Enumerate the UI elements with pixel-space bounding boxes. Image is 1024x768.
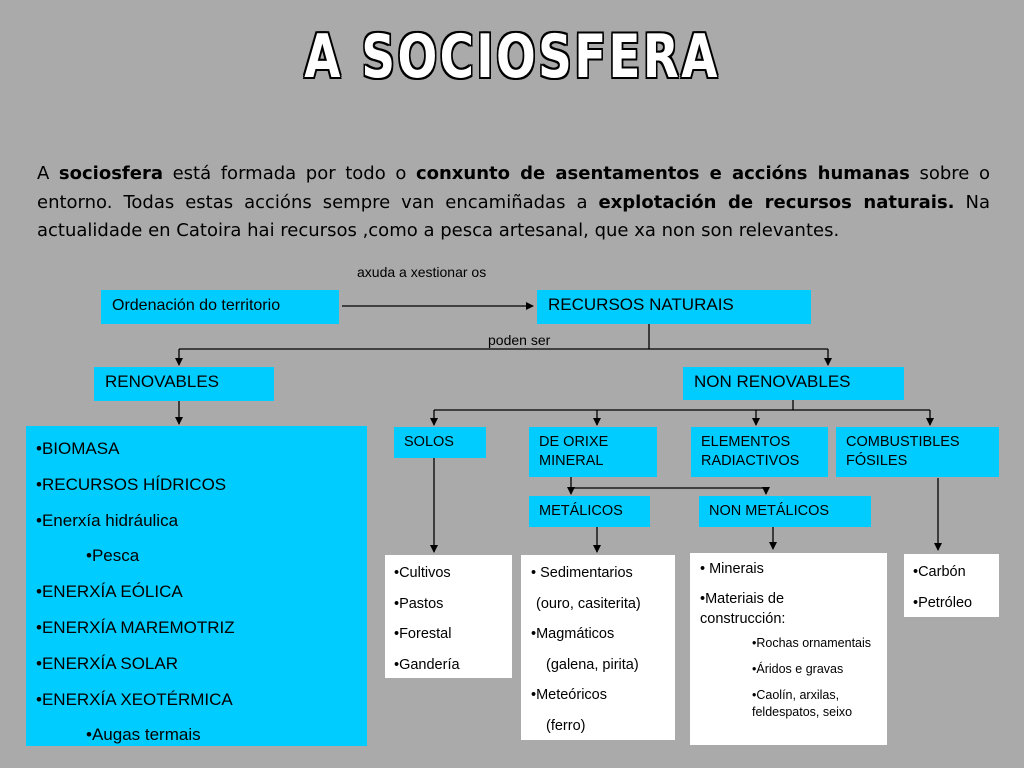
metalicos-list-box (521, 555, 675, 740)
list-item: (ouro, casiterita) (536, 595, 641, 612)
combustibles-list-box (904, 554, 999, 617)
node-renovables: RENOVABLES (94, 367, 274, 401)
node-recursos-naturais: RECURSOS NATURAIS (537, 290, 811, 324)
list-item: •ENERXÍA EÓLICA (36, 582, 183, 602)
node-combustibles-fosiles: COMBUSTIBLES FÓSILES (836, 427, 999, 477)
solos-list (394, 558, 512, 680)
list-item: •Caolín, arxilas, feldespatos, seixo (752, 688, 853, 719)
list-item: •Magmáticos (531, 626, 615, 643)
non-metalicos-sublist (752, 635, 877, 721)
list-item: •Carbón (913, 564, 966, 580)
list-item: (ferro) (546, 717, 586, 734)
list-item: •BIOMASA (36, 439, 120, 458)
list-item: •Áridos e gravas (752, 662, 844, 676)
list-item: •Augas termais (86, 725, 201, 745)
list-item: •Pastos (394, 595, 444, 612)
list-item: • Minerais (700, 561, 764, 577)
renovables-list (36, 431, 367, 753)
node-metalicos: METÁLICOS (529, 496, 650, 527)
list-item: (galena, pirita) (546, 656, 639, 673)
list-item: •Meteóricos (531, 687, 607, 704)
list-item: • Sedimentarios (531, 565, 633, 581)
node-orixe-mineral: DE ORIXE MINERAL (529, 427, 657, 477)
node-solos: SOLOS (394, 427, 486, 458)
non-metalicos-list-box (690, 553, 887, 745)
list-item: •Gandería (394, 656, 460, 673)
list-item: •ENERXÍA MAREMOTRIZ (36, 617, 235, 637)
list-item: •Rochas ornamentais (752, 636, 872, 650)
list-item: •Forestal (394, 626, 452, 643)
metalicos-list (531, 558, 675, 742)
label-poden-ser: poden ser (488, 332, 551, 348)
label-axuda: axuda a xestionar os (357, 264, 487, 280)
node-non-metalicos: NON METÁLICOS (699, 496, 871, 527)
intro-paragraph: A sociosfera está formada por todo o conxunto de asentamentos e accións humanas sobre o entorno. Todas estas accións sempre van encamiñadas a explotación de recursos naturais. Na actualidade en Catoira hai recursos ,como a pesca artesanal, que xa non son relevantes. (37, 163, 990, 241)
list-item: •ENERXÍA SOLAR (36, 653, 179, 673)
list-item: •RECURSOS HÍDRICOS (36, 474, 227, 494)
list-item: •Materiais de construcción: (700, 591, 786, 627)
renovables-list-box (26, 426, 367, 746)
node-ordenacion: Ordenación do territorio (101, 290, 339, 324)
list-item: •ENERXÍA XEOTÉRMICA (36, 689, 233, 709)
list-item: •Enerxía hidráulica (36, 510, 179, 530)
list-item: •Pesca (86, 546, 140, 566)
page-title: A SOCIOSFERA (304, 22, 720, 92)
solos-list-box (385, 555, 512, 678)
node-elementos-radiactivos: ELEMENTOS RADIACTIVOS (691, 427, 828, 477)
list-item: •Cultivos (394, 565, 451, 581)
combustibles-list (913, 557, 999, 618)
non-metalicos-list (700, 559, 879, 629)
list-item: •Petróleo (913, 594, 973, 611)
node-non-renovables: NON RENOVABLES (683, 367, 904, 400)
